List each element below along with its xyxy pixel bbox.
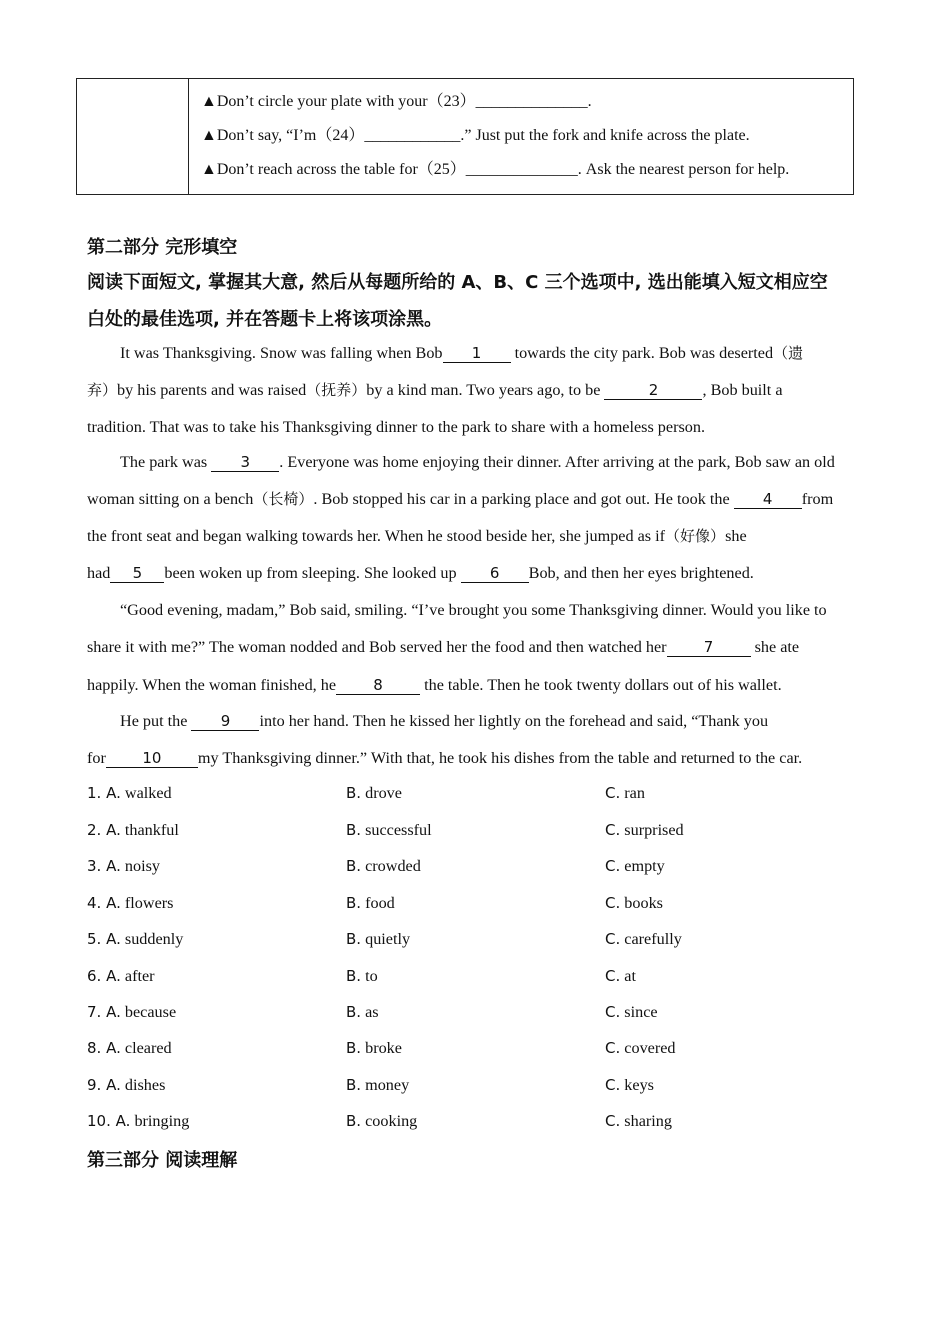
option-label: C.: [605, 784, 621, 802]
option-5-b[interactable]: [346, 930, 410, 949]
option-text: carefully: [624, 930, 682, 948]
rules-table-left-cell: [77, 79, 189, 194]
section-3-heading: 第三部分 阅读理解: [87, 1150, 238, 1171]
passage-line-3: tradition. That was to take his Thanksgiving dinner to the park to share with a homeless person.: [87, 418, 706, 436]
option-10-b[interactable]: [346, 1112, 417, 1131]
row-text-end: .” Just put the fork and knife across the plate.: [460, 127, 750, 144]
option-7-b[interactable]: [346, 1003, 379, 1022]
option-label: C.: [605, 1039, 621, 1057]
option-label: B.: [346, 857, 362, 875]
option-6-b[interactable]: [346, 967, 378, 986]
blank-7[interactable]: 7: [667, 639, 751, 657]
option-3-c[interactable]: [605, 857, 665, 876]
option-4-a[interactable]: [87, 894, 173, 913]
option-label: C.: [605, 894, 621, 912]
blank-3[interactable]: 3: [211, 454, 279, 472]
option-9-b[interactable]: [346, 1076, 409, 1095]
option-text: after: [124, 967, 155, 985]
option-text: to: [365, 967, 378, 985]
option-label: C.: [605, 967, 621, 985]
option-text: drove: [365, 784, 402, 802]
option-text: since: [624, 1003, 658, 1021]
option-1-c[interactable]: [605, 784, 645, 803]
option-label: B.: [346, 1112, 362, 1130]
option-text: successful: [365, 821, 432, 839]
option-3-b[interactable]: [346, 857, 421, 876]
option-text: broke: [365, 1039, 402, 1057]
option-7-a[interactable]: [87, 1003, 176, 1022]
option-6-a[interactable]: [87, 967, 155, 986]
option-text: ran: [624, 784, 645, 802]
passage-line-1: It was Thanksgiving. Snow was falling when Bob 1 towards the city park. Bob was deserted（遗: [120, 344, 804, 362]
option-label: B.: [346, 1003, 362, 1021]
table-row-24: [201, 122, 750, 145]
option-text: suddenly: [124, 930, 184, 948]
option-text: walked: [124, 784, 172, 802]
passage-line-9: share it with me?” The woman nodded and Bob served her the food and then watched her 7 she ate: [87, 638, 800, 656]
passage-line-7: had 5 been woken up from sleeping. She looked up 6 Bob, and then her eyes brightened.: [87, 564, 754, 582]
answer-blank-23[interactable]: ______________: [475, 93, 588, 110]
answer-blank-24[interactable]: ____________: [364, 127, 461, 144]
option-label: C.: [605, 930, 621, 948]
option-text: sharing: [624, 1112, 672, 1130]
row-text-end: .: [587, 93, 592, 110]
option-text: quietly: [365, 930, 411, 948]
option-8-a[interactable]: [87, 1039, 172, 1058]
option-text: books: [624, 894, 663, 912]
option-label: C.: [605, 1003, 621, 1021]
option-label: B.: [346, 821, 362, 839]
option-label: 9. A.: [87, 1076, 121, 1094]
option-text: as: [365, 1003, 379, 1021]
option-label: 7. A.: [87, 1003, 121, 1021]
passage-line-2: 弃）by his parents and was raised（抚养）by a kind man. Two years ago, to be 2 , Bob built a: [87, 381, 783, 399]
blank-2[interactable]: 2: [604, 382, 702, 400]
blank-6[interactable]: 6: [461, 565, 529, 583]
option-label: B.: [346, 784, 362, 802]
row-text: ▲Don’t say, “I’m（24）: [201, 127, 365, 144]
option-text: dishes: [124, 1076, 166, 1094]
row-text: ▲Don’t reach across the table for（25）: [201, 161, 466, 178]
blank-8[interactable]: 8: [336, 677, 420, 695]
option-4-c[interactable]: [605, 894, 663, 913]
option-text: bringing: [134, 1112, 190, 1130]
option-label: B.: [346, 930, 362, 948]
option-label: 5. A.: [87, 930, 121, 948]
option-label: C.: [605, 857, 621, 875]
option-2-a[interactable]: [87, 821, 179, 840]
option-label: B.: [346, 1039, 362, 1057]
option-2-c[interactable]: [605, 821, 684, 840]
option-8-b[interactable]: [346, 1039, 402, 1058]
blank-9[interactable]: 9: [191, 713, 259, 731]
option-text: at: [624, 967, 636, 985]
option-4-b[interactable]: [346, 894, 395, 913]
option-2-b[interactable]: [346, 821, 432, 840]
option-9-a[interactable]: [87, 1076, 165, 1095]
option-label: B.: [346, 894, 362, 912]
option-text: cleared: [124, 1039, 172, 1057]
option-5-a[interactable]: [87, 930, 183, 949]
section-2-heading: 第二部分 完形填空: [87, 237, 238, 258]
option-text: keys: [624, 1076, 654, 1094]
option-3-a[interactable]: [87, 857, 160, 876]
option-text: cooking: [365, 1112, 418, 1130]
option-label: 3. A.: [87, 857, 121, 875]
option-10-a[interactable]: [87, 1112, 189, 1131]
blank-1[interactable]: 1: [443, 345, 511, 363]
option-text: flowers: [124, 894, 174, 912]
option-label: 2. A.: [87, 821, 121, 839]
passage-line-8: “Good evening, madam,” Bob said, smiling. “I’ve brought you some Thanksgiving dinner. Would you like to: [120, 601, 827, 619]
blank-4[interactable]: 4: [734, 491, 802, 509]
option-5-c[interactable]: [605, 930, 682, 949]
option-1-a[interactable]: [87, 784, 172, 803]
passage-line-6: the front seat and began walking towards her. When he stood beside her, she jumped as if（好像）she: [87, 527, 747, 545]
option-text: empty: [624, 857, 665, 875]
passage-line-12: for 10 my Thanksgiving dinner.” With that, he took his dishes from the table and returned to the car.: [87, 749, 803, 767]
option-text: noisy: [124, 857, 160, 875]
passage-line-5: woman sitting on a bench（长椅）. Bob stopped his car in a parking place and got out. He took the 4 from: [87, 490, 834, 508]
option-text: food: [365, 894, 395, 912]
table-row-25: [201, 156, 789, 179]
row-text-end: . Ask the nearest person for help.: [577, 161, 790, 178]
passage-line-10: happily. When the woman finished, he 8 the table. Then he took twenty dollars out of his wallet.: [87, 676, 782, 694]
blank-10[interactable]: 10: [106, 750, 198, 768]
option-9-c[interactable]: [605, 1076, 654, 1095]
option-label: 4. A.: [87, 894, 121, 912]
option-label: 10. A.: [87, 1112, 131, 1130]
option-label: C.: [605, 1112, 621, 1130]
option-10-c[interactable]: [605, 1112, 672, 1131]
option-text: crowded: [365, 857, 421, 875]
option-1-b[interactable]: [346, 784, 402, 803]
blank-5[interactable]: 5: [110, 565, 164, 583]
table-row-23: [201, 88, 592, 111]
option-text: money: [365, 1076, 410, 1094]
instruction-line-1: 阅读下面短文, 掌握其大意, 然后从每题所给的 A、B、C 三个选项中, 选出能填入短文相应空: [87, 272, 828, 293]
option-text: surprised: [624, 821, 684, 839]
answer-blank-25[interactable]: ______________: [465, 161, 578, 178]
option-8-c[interactable]: [605, 1039, 676, 1058]
option-text: covered: [624, 1039, 676, 1057]
option-label: B.: [346, 1076, 362, 1094]
instruction-line-2: 白处的最佳选项, 并在答题卡上将该项涂黑。: [87, 309, 443, 330]
option-text: because: [124, 1003, 177, 1021]
option-label: B.: [346, 967, 362, 985]
row-text: ▲Don’t circle your plate with your（23）: [201, 93, 476, 110]
passage-line-4: The park was 3 . Everyone was home enjoying their dinner. After arriving at the park, Bob saw an old: [120, 453, 835, 471]
option-label: 1. A.: [87, 784, 121, 802]
passage-line-11: He put the 9 into her hand. Then he kissed her lightly on the forehead and said, “Thank you: [120, 712, 769, 730]
option-label: C.: [605, 821, 621, 839]
option-label: 8. A.: [87, 1039, 121, 1057]
option-text: thankful: [124, 821, 179, 839]
option-label: C.: [605, 1076, 621, 1094]
option-6-c[interactable]: [605, 967, 636, 986]
option-7-c[interactable]: [605, 1003, 658, 1022]
option-label: 6. A.: [87, 967, 121, 985]
